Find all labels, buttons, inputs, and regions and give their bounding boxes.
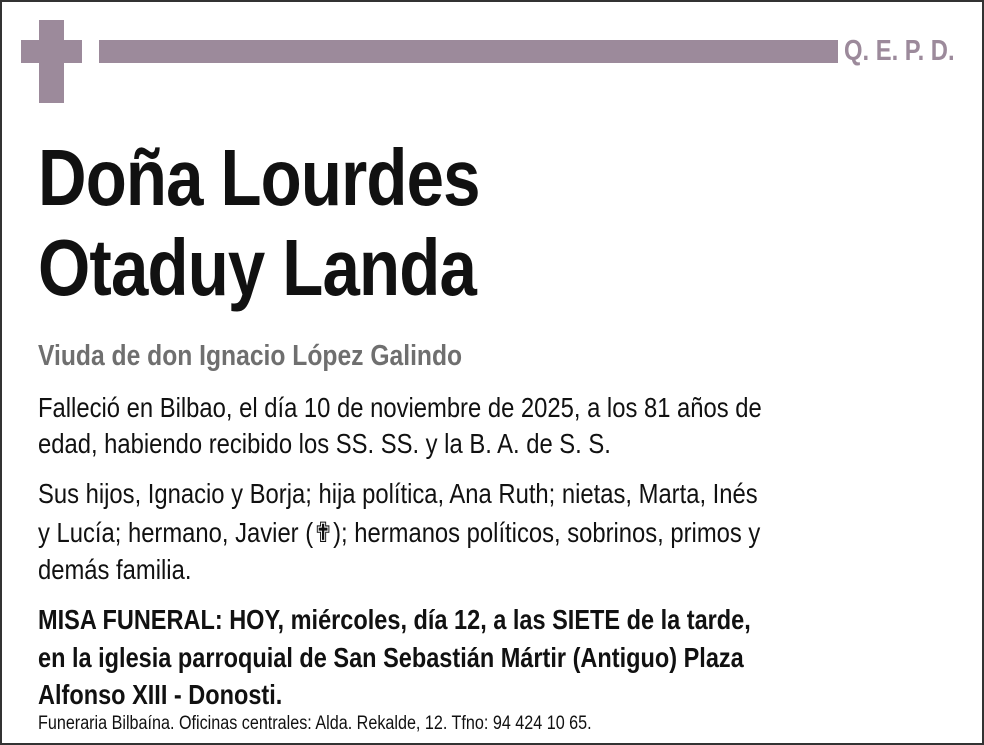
funeral-text-line: en la iglesia parroquial de San Sebastián Mártir (Antiguo) Plaza <box>38 642 744 673</box>
funeral-text-line: MISA FUNERAL: HOY, miércoles, día 12, a las SIETE de la tarde, <box>38 604 751 635</box>
funeral-home-footer: Funeraria Bilbaína. Oficinas centrales: Alda. Rekalde, 12. Tfno: 94 424 10 65. <box>38 713 592 734</box>
deceased-name-line: Doña Lourdes <box>38 133 480 222</box>
family-text-line: Sus hijos, Ignacio y Borja; hija política, Ana Ruth; nietas, Marta, Inés <box>38 478 758 509</box>
family-text-line: demás familia. <box>38 554 192 585</box>
family-text-line: y Lucía; hermano, Javier (✟); hermanos políticos, sobrinos, primos y <box>38 517 761 548</box>
death-text-line: edad, habiendo recibido los SS. SS. y la B. A. de S. S. <box>38 428 611 459</box>
deceased-name-line: Otaduy Landa <box>38 223 476 312</box>
funeral-text-line: Alfonso XIII - Donosti. <box>38 679 283 710</box>
death-text-line: Falleció en Bilbao, el día 10 de noviembre de 2025, a los 81 años de <box>38 392 762 423</box>
cross-icon-horizontal <box>21 40 82 63</box>
qepd-label: Q. E. P. D. <box>844 35 955 67</box>
widow-subtitle: Viuda de don Ignacio López Galindo <box>38 340 463 372</box>
header-rule <box>99 40 838 63</box>
